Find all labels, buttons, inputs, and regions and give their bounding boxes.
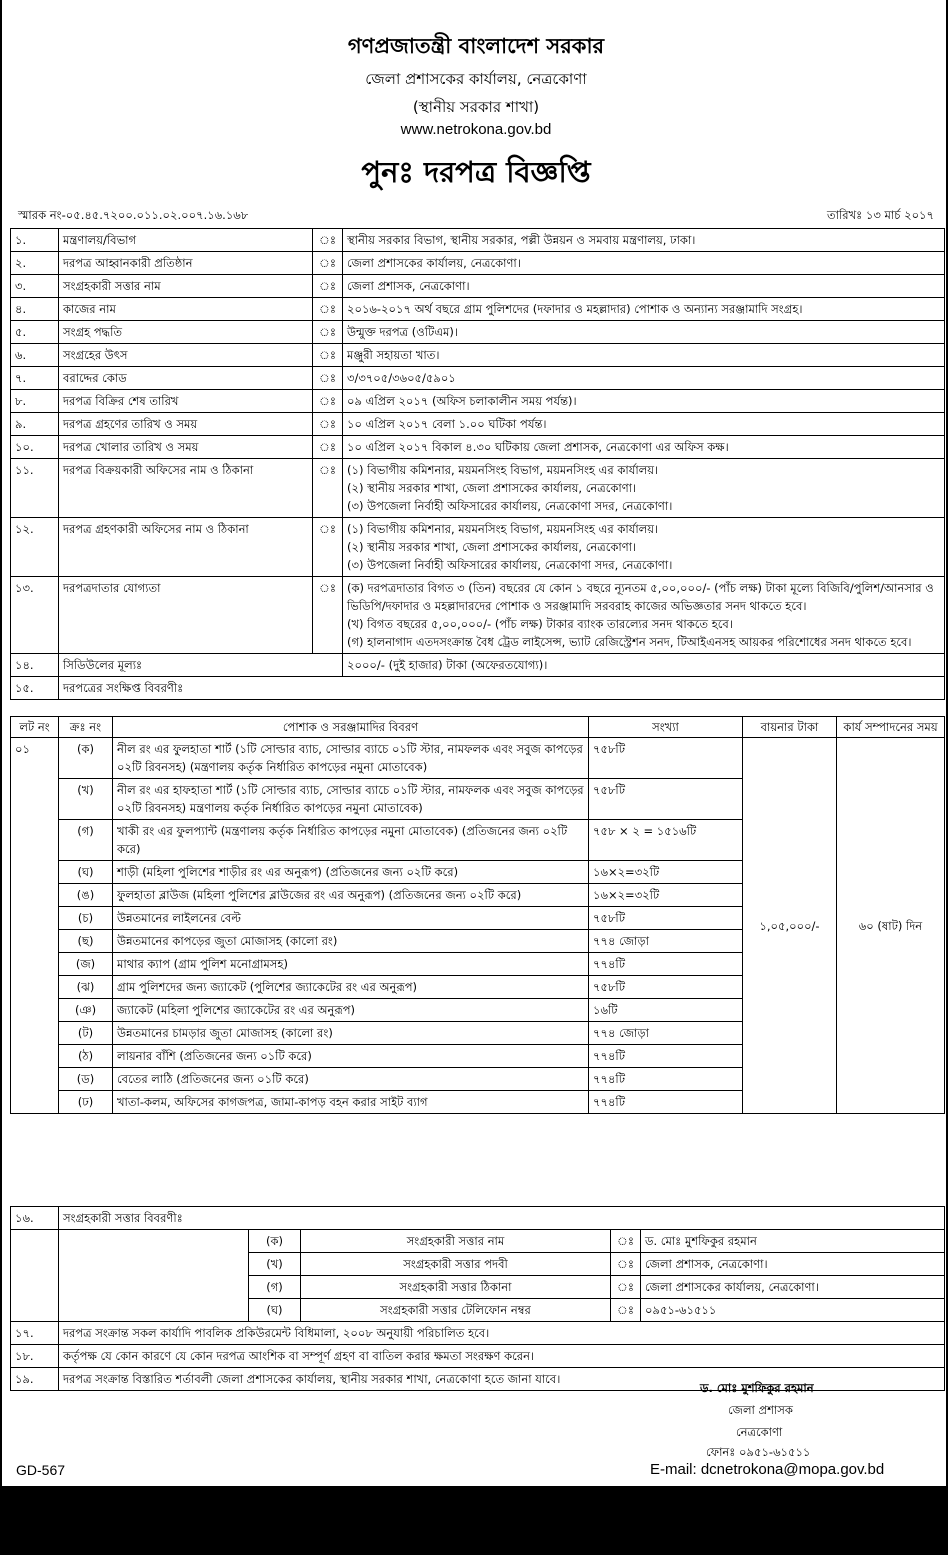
info-row: [11, 252, 945, 275]
website-link[interactable]: www.netrokona.gov.bd: [400, 121, 552, 138]
lot-table: [10, 716, 945, 1114]
quantity-cell: ৭৫৮টি: [589, 907, 743, 930]
item-no: ১২.: [11, 518, 59, 577]
schedule-price-row: [11, 654, 945, 677]
description-cell: মাথার ক্যাপ (গ্রাম পুলিশ মনোগ্রামসহ): [113, 953, 589, 976]
info-row: [11, 413, 945, 436]
quantity-cell: ৭৫৮ × ২ = ১৫১৬টি: [589, 820, 743, 861]
serial-cell: (ঘ): [59, 861, 113, 884]
item-sep: ঃ: [313, 298, 343, 321]
item-value: ২০১৬-২০১৭ অর্থ বছরে গ্রাম পুলিশদের (দফাদার ও মহল্লাদার) পোশাক ও অন্যান্য সরঞ্জামাদি সংগ্রহ।: [343, 298, 945, 321]
item-label: দরপত্রের সংক্ষিপ্ত বিবরণীঃ: [59, 677, 945, 700]
entity-label: সংগ্রহকারী সত্তার পদবী: [301, 1253, 611, 1276]
item-label: সিডিউলের মূল্যঃ: [59, 654, 343, 677]
item-label: কাজের নাম: [59, 298, 313, 321]
item-no: ৯.: [11, 413, 59, 436]
item-value: ২০০০/- (দুই হাজার) টাকা (অফেরতযোগ্য)।: [343, 654, 945, 677]
description-cell: জ্যাকেট (মহিলা পুলিশের জ্যাকেটের রং এর অনুরূপ): [113, 999, 589, 1022]
entity-value: জেলা প্রশাসক, নেত্রকোণা।: [641, 1253, 945, 1276]
earnest-amount: ১,০৫,০০০/-: [743, 738, 837, 1114]
serial-header: ক্রঃ নং: [59, 717, 113, 738]
entity-sep: ঃ: [611, 1276, 641, 1299]
quantity-cell: ৭৭৪টি: [589, 953, 743, 976]
entity-and-notes-table: [10, 1206, 945, 1391]
item-no: ১৪.: [11, 654, 59, 677]
memo-date: তারিখঃ ১৩ মার্চ ২০১৭: [827, 208, 934, 222]
serial-cell: (ঞ): [59, 999, 113, 1022]
notice-title: পুনঃ দরপত্র বিজ্ঞপ্তি: [361, 155, 591, 189]
item-no: ১০.: [11, 436, 59, 459]
serial-cell: (ক): [59, 738, 113, 779]
description-cell: উন্নতমানের কাপড়ের জুতা মোজাসহ (কালো রং): [113, 930, 589, 953]
entity-row: [11, 1276, 945, 1299]
description-cell: খাতা-কলম, অফিসের কাগজপত্র, জামা-কাপড় বহন করার সাইট ব্যাগ: [113, 1091, 589, 1114]
entity-key: (ক): [249, 1230, 301, 1253]
description-cell: লায়নার বাঁশি (প্রতিজনের জন্য ০১টি করে): [113, 1045, 589, 1068]
info-row: [11, 436, 945, 459]
lot-no-header: লট নং: [11, 717, 59, 738]
qualification-kh: (খ) বিগত বছরের ৫,০০,০০০/- (পাঁচ লক্ষ) টাকার ব্যাংক তারল্যের সনদ থাকতে হবে।: [347, 617, 733, 631]
info-row: [11, 229, 945, 252]
item-label: দরপত্র আহ্বানকারী প্রতিষ্ঠান: [59, 252, 313, 275]
time-header: কার্য সম্পাদনের সময়: [837, 717, 945, 738]
quantity-cell: ৭৫৮টি: [589, 738, 743, 779]
item-value: জেলা প্রশাসক, নেত্রকোণা।: [343, 275, 945, 298]
item-label: দরপত্র বিক্রির শেষ তারিখ: [59, 390, 313, 413]
description-cell: নীল রং এর ফুলহাতা শার্ট (১টি সোল্ডার ব্যাচ, সোল্ডার ব্যাচে ০১টি স্টার, নামফলক এবং সবুজ কাপড়ের ০২টি রিবনসহ) (মন্ত্রণালয় কর্তৃক নির্ধারিত কাপড়ের নমুনা মোতাবেক): [113, 738, 589, 779]
signatory-phone: ফোনঃ ০৯৫১-৬১৫১১: [706, 1445, 811, 1459]
quantity-cell: ১৬×২=৩২টি: [589, 861, 743, 884]
item-value: [343, 577, 945, 654]
item-value: ০৯ এপ্রিল ২০১৭ (অফিস চলাকালীন সময় পর্যন্ত)।: [343, 390, 945, 413]
entity-key: (ঘ): [249, 1299, 301, 1322]
item-sep: ঃ: [313, 344, 343, 367]
description-header: পোশাক ও সরঞ্জামাদির বিবরণ: [113, 717, 589, 738]
government-name: গণপ্রজাতন্ত্রী বাংলাদেশ সরকার: [347, 34, 605, 58]
note-text: দরপত্র সংক্রান্ত সকল কার্যাদি পাবলিক প্রকিউরমেন্ট বিধিমালা, ২০০৮ অনুযায়ী পরিচালিত হবে।: [59, 1322, 945, 1345]
item-sep: ঃ: [313, 577, 343, 654]
office-line: (২) স্থানীয় সরকার শাখা, জেলা প্রশাসকের কার্যালয়, নেত্রকোণা।: [347, 540, 637, 554]
description-cell: উন্নতমানের লাইলনের বেল্ট: [113, 907, 589, 930]
item-no: ৭.: [11, 367, 59, 390]
office-line: (৩) উপজেলা নির্বাহী অফিসারের কার্যালয়, নেত্রকোণা সদর, নেত্রকোণা।: [347, 499, 673, 513]
item-label: সংগ্রহকারী সত্তার বিবরণীঃ: [59, 1207, 945, 1230]
note-no: ১৯.: [11, 1368, 59, 1391]
table-row: [11, 738, 945, 779]
item-value: জেলা প্রশাসকের কার্যালয়, নেত্রকোণা।: [343, 252, 945, 275]
item-sep: ঃ: [313, 436, 343, 459]
item-label: দরপত্র গ্রহণকারী অফিসের নাম ও ঠিকানা: [59, 518, 313, 577]
info-row: [11, 390, 945, 413]
description-cell: ফুলহাতা ব্লাউজ (মহিলা পুলিশের ব্লাউজের রং এর অনুরূপ) (প্রতিজনের জন্য ০২টি করে): [113, 884, 589, 907]
note-no: ১৭.: [11, 1322, 59, 1345]
signatory-email[interactable]: E-mail: dcnetrokona@mopa.gov.bd: [650, 1461, 885, 1478]
item-sep: ঃ: [313, 459, 343, 518]
entity-sep: ঃ: [611, 1253, 641, 1276]
entity-title-row: [11, 1207, 945, 1230]
info-row: [11, 298, 945, 321]
note-text: কর্তৃপক্ষ যে কোন কারণে যে কোন দরপত্র আংশিক বা সম্পূর্ণ গ্রহণ বা বাতিল করার ক্ষমতা সংরক্ষণ করেন।: [59, 1345, 945, 1368]
office-line: (১) বিভাগীয় কমিশনার, ময়মনসিংহ বিভাগ, ময়মনসিংহ এর কার্যালয়।: [347, 522, 659, 536]
item-value: উন্মুক্ত দরপত্র (ওটিএম)।: [343, 321, 945, 344]
item-value: [343, 459, 945, 518]
serial-cell: (জ): [59, 953, 113, 976]
item-no: ১১.: [11, 459, 59, 518]
signatory-designation: জেলা প্রশাসক: [728, 1403, 793, 1417]
item-value: মঞ্জুরী সহায়তা খাত।: [343, 344, 945, 367]
lot-number: ০১: [11, 738, 59, 1114]
info-row: [11, 275, 945, 298]
entity-value: ড. মোঃ মুশফিকুর রহমান: [641, 1230, 945, 1253]
description-cell: গ্রাম পুলিশদের জন্য জ্যাকেট (পুলিশের জ্যাকেটের রং এর অনুরূপ): [113, 976, 589, 999]
entity-value: ০৯৫১-৬১৫১১: [641, 1299, 945, 1322]
item-no: ১৬.: [11, 1207, 59, 1230]
item-no: ৩.: [11, 275, 59, 298]
office-line: (২) স্থানীয় সরকার শাখা, জেলা প্রশাসকের কার্যালয়, নেত্রকোণা।: [347, 481, 637, 495]
item-no: ৫.: [11, 321, 59, 344]
serial-cell: (ঝ): [59, 976, 113, 999]
quantity-cell: ৭৭৪ জোড়া: [589, 930, 743, 953]
memo-number: স্মারক নং-০৫.৪৫.৭২০০.০১১.০২.০০৭.১৬.১৬৮: [18, 208, 249, 222]
earnest-header: বায়নার টাকা: [743, 717, 837, 738]
serial-cell: (ঠ): [59, 1045, 113, 1068]
office-line: (৩) উপজেলা নির্বাহী অফিসারের কার্যালয়, নেত্রকোণা সদর, নেত্রকোণা।: [347, 558, 673, 572]
qualification-g: (গ) হালনাগাদ এতদসংক্রান্ত বৈধ ট্রেড লাইসেন্স, ভ্যাট রেজিস্ট্রেশন সনদ, টিআইএনসহ আয়কর পরিশোধের সনদ থাকতে হবে।: [347, 635, 912, 649]
entity-row: [11, 1230, 945, 1253]
item-no: ৬.: [11, 344, 59, 367]
item-value: ১০ এপ্রিল ২০১৭ বিকাল ৪.৩০ ঘটিকায় জেলা প্রশাসক, নেত্রকোণা এর অফিস কক্ষ।: [343, 436, 945, 459]
item-no: ১৩.: [11, 577, 59, 654]
info-row: [11, 367, 945, 390]
receiver-offices-row: [11, 518, 945, 577]
completion-time: ৬০ (ষাট) দিন: [837, 738, 945, 1114]
quantity-cell: ৭৫৮টি: [589, 976, 743, 999]
item-label: দরপত্র খোলার তারিখ ও সময়: [59, 436, 313, 459]
office-line: (১) বিভাগীয় কমিশনার, ময়মনসিংহ বিভাগ, ময়মনসিংহ এর কার্যালয়।: [347, 463, 659, 477]
entity-row: [11, 1299, 945, 1322]
quantity-cell: ৭৭৪ জোড়া: [589, 1022, 743, 1045]
entity-sep: ঃ: [611, 1230, 641, 1253]
item-sep: ঃ: [313, 390, 343, 413]
item-no: ১.: [11, 229, 59, 252]
branch-name: (স্থানীয় সরকার শাখা): [412, 98, 540, 116]
item-value: ৩/৩৭০৫/৩৬০৫/৫৯০১: [343, 367, 945, 390]
description-cell: নীল রং এর হাফহাতা শার্ট (১টি সোল্ডার ব্যাচ, সোল্ডার ব্যাচে ০১টি স্টার, নামফলক এবং সবুজ কাপড়ের ০২টি রিবনসহ) মন্ত্রণালয় কর্তৃক নির্ধারিত কাপড়ের নমুনা মোতাবেক): [113, 779, 589, 820]
item-label: সংগ্রহকারী সত্তার নাম: [59, 275, 313, 298]
item-no: ৮.: [11, 390, 59, 413]
quantity-cell: ৭৫৮টি: [589, 779, 743, 820]
note-row: [11, 1322, 945, 1345]
tender-info-table: [10, 228, 945, 700]
serial-cell: (চ): [59, 907, 113, 930]
qualification-k: (ক) দরপত্রদাতার বিগত ৩ (তিন) বছরের যে কোন ১ বছরে ন্যূনতম ৫,০০,০০০/- (পাঁচ লক্ষ) টাকা মূল্যে বিজিবি/পুলিশ/আনসার ও ভিডিপি/দফাদার ও মহল্লাদারদের পোশাক ও সরঞ্জামাদি সরবরাহ কাজের অভিজ্ঞতার সনদ থাকতে হবে।: [347, 581, 934, 613]
item-label: দরপত্রদাতার যোগ্যতা: [59, 577, 313, 654]
item-sep: ঃ: [313, 367, 343, 390]
item-no: ৪.: [11, 298, 59, 321]
serial-cell: (ট): [59, 1022, 113, 1045]
info-row: [11, 344, 945, 367]
entity-key: (গ): [249, 1276, 301, 1299]
quantity-cell: ৭৭৪টি: [589, 1045, 743, 1068]
quantity-cell: ৭৭৪টি: [589, 1091, 743, 1114]
office-name: জেলা প্রশাসকের কার্যালয়, নেত্রকোণা: [365, 70, 587, 88]
item-sep: ঃ: [313, 252, 343, 275]
item-label: দরপত্র বিক্রয়কারী অফিসের নাম ও ঠিকানা: [59, 459, 313, 518]
item-sep: ঃ: [313, 413, 343, 436]
signatory-name: ড. মোঃ মুশফিকুর রহমান: [700, 1381, 814, 1395]
note-text: দরপত্র সংক্রান্ত বিস্তারিত শর্তাবলী জেলা প্রশাসকের কার্যালয়, স্থানীয় সরকার শাখা, নেত্রকোণা হতে জানা যাবে।: [59, 1368, 945, 1391]
serial-cell: (ঢ): [59, 1091, 113, 1114]
item-sep: ঃ: [313, 229, 343, 252]
description-cell: শাড়ী (মহিলা পুলিশের শাড়ীর রং এর অনুরূপ) (প্রতিজনের জন্য ০২টি করে): [113, 861, 589, 884]
item-label: সংগ্রহ পদ্ধতি: [59, 321, 313, 344]
item-label: মন্ত্রণালয়/বিভাগ: [59, 229, 313, 252]
item-value: স্থানীয় সরকার বিভাগ, স্থানীয় সরকার, পল্লী উন্নয়ন ও সমবায় মন্ত্রণালয়, ঢাকা।: [343, 229, 945, 252]
item-label: দরপত্র গ্রহণের তারিখ ও সময়: [59, 413, 313, 436]
item-sep: ঃ: [313, 518, 343, 577]
note-no: ১৮.: [11, 1345, 59, 1368]
entity-label: সংগ্রহকারী সত্তার ঠিকানা: [301, 1276, 611, 1299]
signatory-place: নেত্রকোণা: [736, 1425, 783, 1439]
item-no: ১৫.: [11, 677, 59, 700]
quantity-cell: ১৬×২=৩২টি: [589, 884, 743, 907]
item-sep: ঃ: [313, 321, 343, 344]
lot-header-row: [11, 717, 945, 738]
item-value: [343, 518, 945, 577]
item-value: ১০ এপ্রিল ২০১৭ বেলা ১.০০ ঘটিকা পর্যন্ত।: [343, 413, 945, 436]
entity-key: (খ): [249, 1253, 301, 1276]
item-label: সংগ্রহের উৎস: [59, 344, 313, 367]
seller-offices-row: [11, 459, 945, 518]
qualification-row: [11, 577, 945, 654]
entity-label: সংগ্রহকারী সত্তার নাম: [301, 1230, 611, 1253]
item-sep: ঃ: [313, 275, 343, 298]
quantity-cell: ১৬টি: [589, 999, 743, 1022]
quantity-header: সংখ্যা: [589, 717, 743, 738]
serial-cell: (খ): [59, 779, 113, 820]
entity-sep: ঃ: [611, 1299, 641, 1322]
serial-cell: (ঙ): [59, 884, 113, 907]
description-cell: উন্নতমানের চামড়ার জুতা মোজাসহ (কালো রং): [113, 1022, 589, 1045]
serial-cell: (ছ): [59, 930, 113, 953]
description-cell: বেতের লাঠি (প্রতিজনের জন্য ০১টি করে): [113, 1068, 589, 1091]
entity-value: জেলা প্রশাসকের কার্যালয়, নেত্রকোণা।: [641, 1276, 945, 1299]
document-code: GD-567: [16, 1462, 66, 1478]
item-no: ২.: [11, 252, 59, 275]
info-row: [11, 321, 945, 344]
quantity-cell: ৭৭৪টি: [589, 1068, 743, 1091]
entity-label: সংগ্রহকারী সত্তার টেলিফোন নম্বর: [301, 1299, 611, 1322]
serial-cell: (ড): [59, 1068, 113, 1091]
note-row: [11, 1345, 945, 1368]
brief-row: [11, 677, 945, 700]
entity-row: [11, 1253, 945, 1276]
description-cell: খাকী রং এর ফুলপ্যান্ট (মন্ত্রণালয় কর্তৃক নির্ধারিত কাপড়ের নমুনা মোতাবেক) (প্রতিজনের জন্য ০২টি করে): [113, 820, 589, 861]
item-label: বরাদ্দের কোড: [59, 367, 313, 390]
serial-cell: (গ): [59, 820, 113, 861]
